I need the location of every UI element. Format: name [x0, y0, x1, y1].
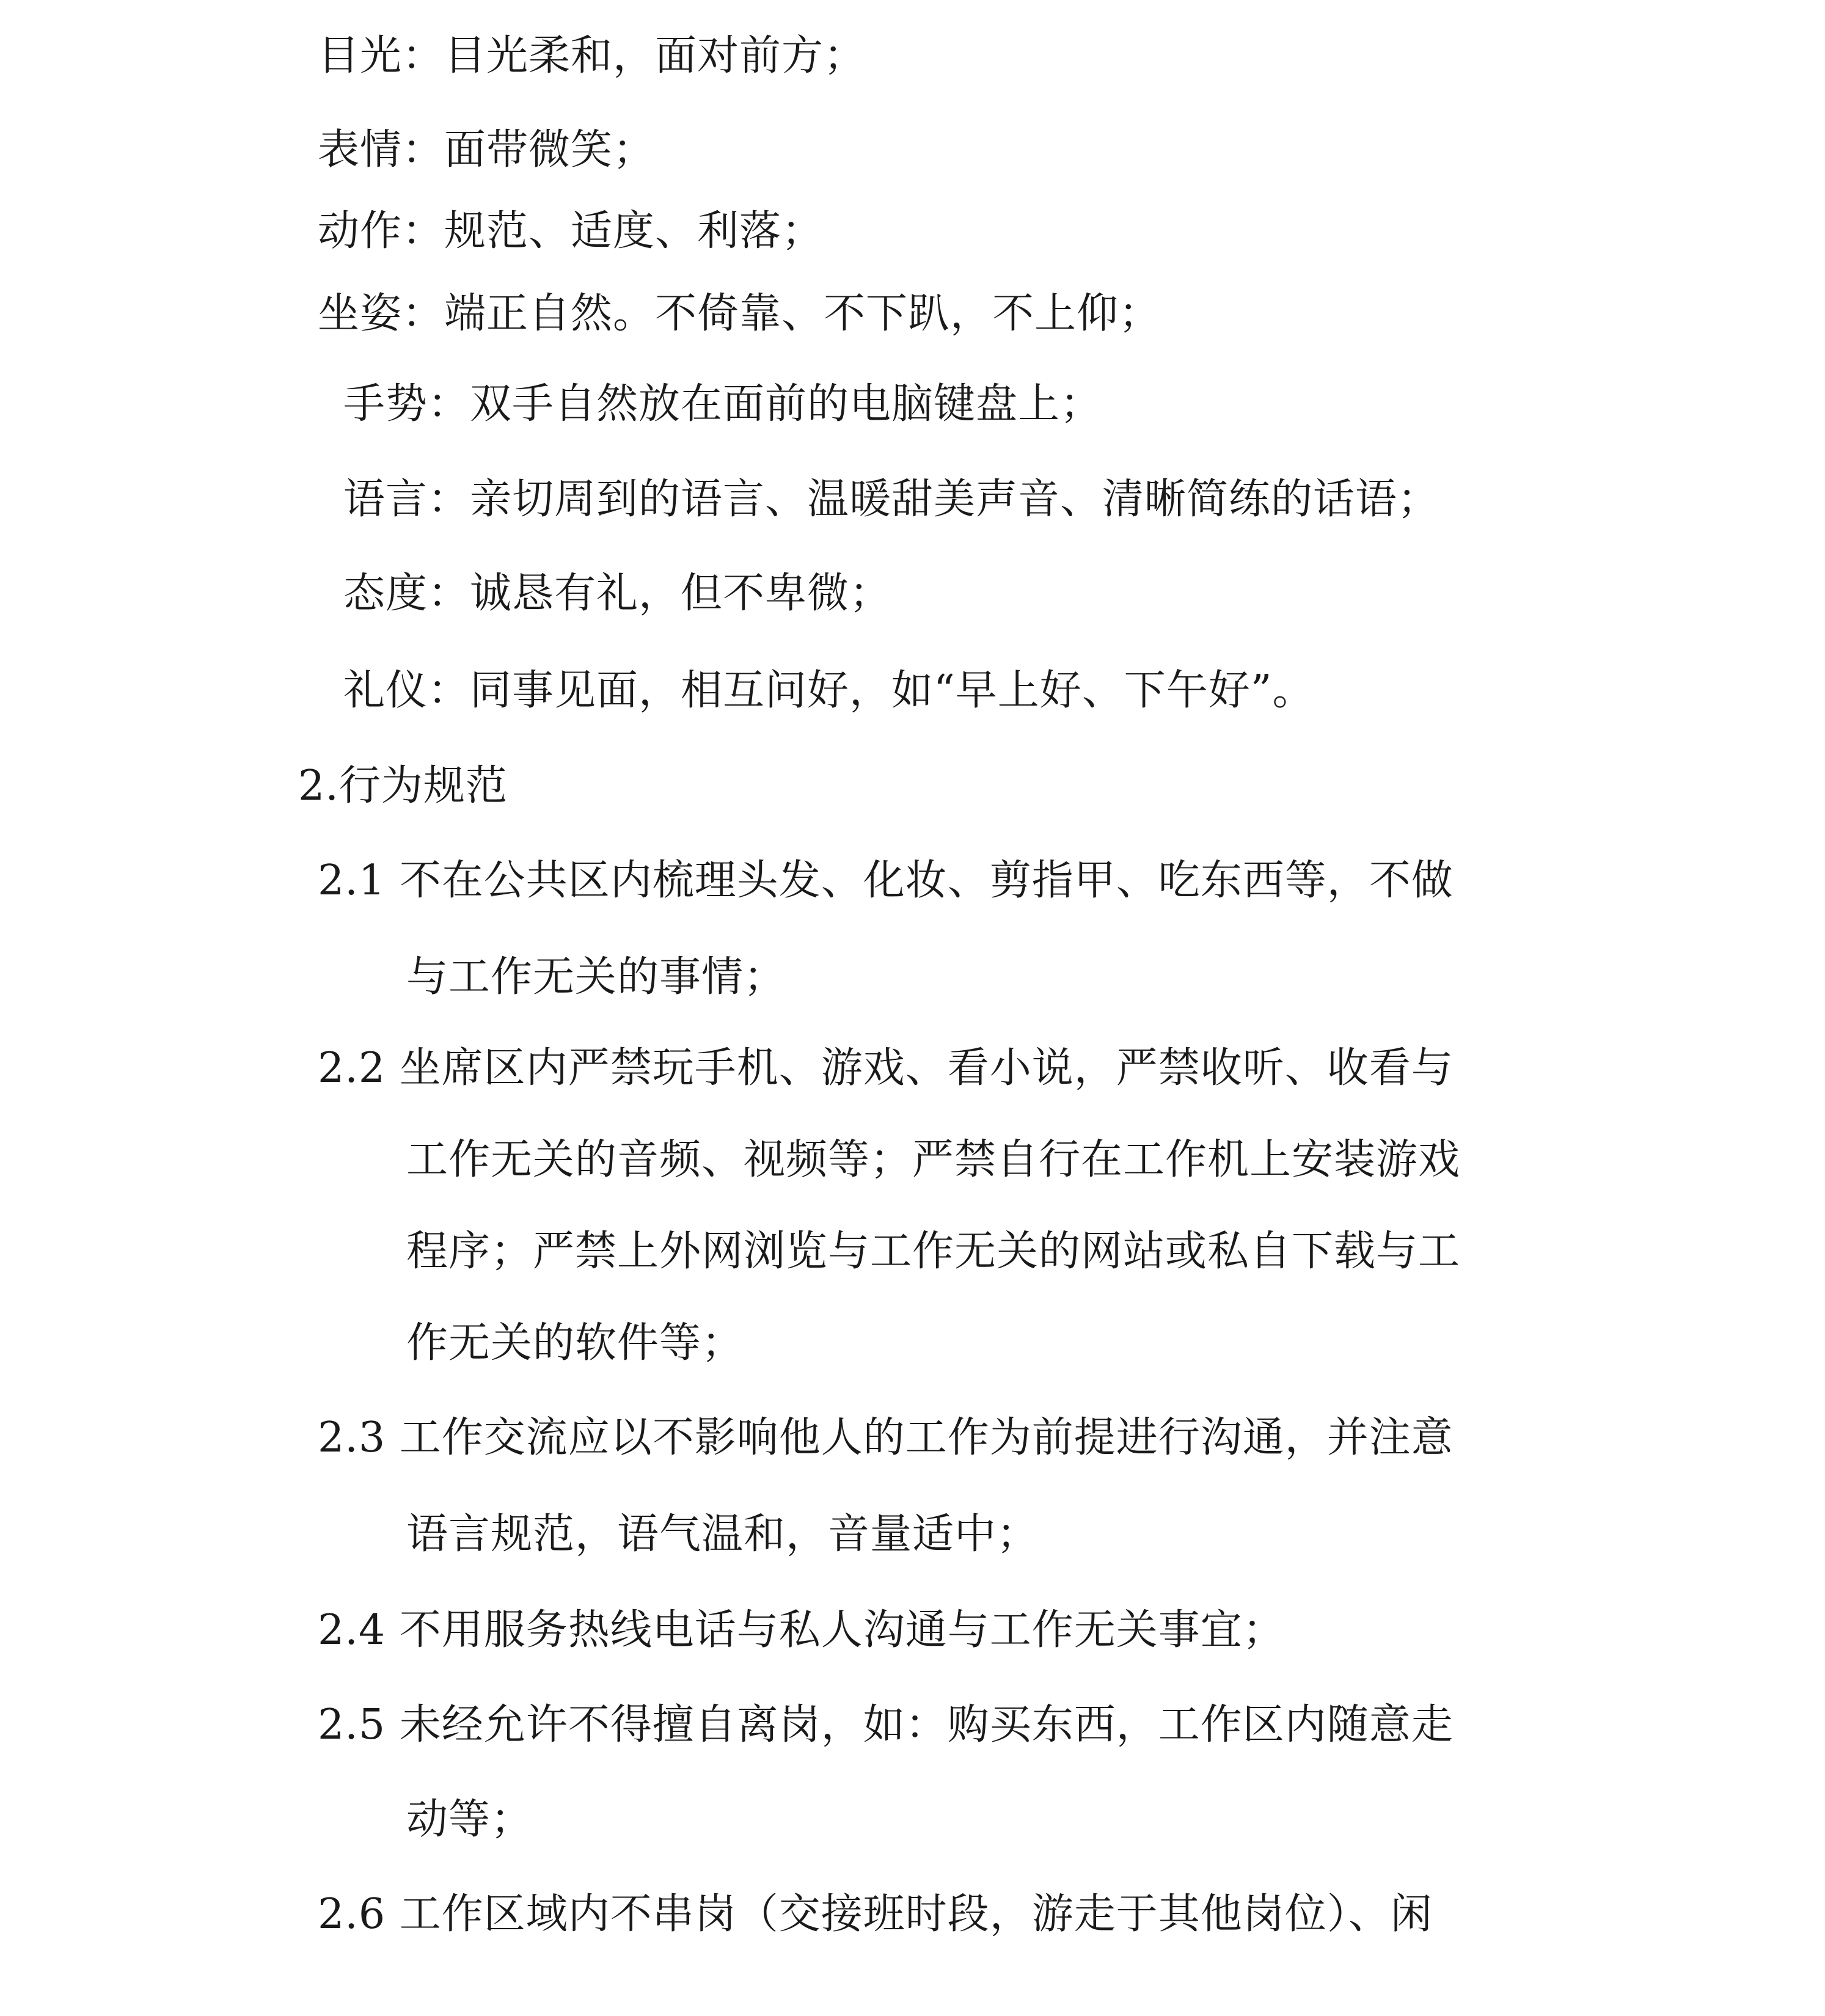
expression-line: 表情：面带微笑； [318, 126, 656, 174]
gesture-line: 手势：双手自然放在面前的电脑键盘上； [343, 380, 1103, 428]
item-2-2-line-2: 工作无关的音频、视频等；严禁自行在工作机上安装游戏 [406, 1136, 1461, 1184]
language-line: 语言：亲切周到的语言、温暖甜美声音、清晰简练的话语； [343, 475, 1440, 524]
item-2-5-line-1: 2.5 未经允许不得擅自离岗，如：购买东西，工作区内随意走 [318, 1701, 1454, 1749]
sitting-line: 坐姿：端正自然。不倚靠、不下趴，不上仰； [318, 290, 1161, 338]
item-2-1-line-2: 与工作无关的事情； [406, 953, 786, 1001]
item-2-2-line-4: 作无关的软件等； [406, 1319, 744, 1367]
item-2-3-line-1: 2.3 工作交流应以不影响他人的工作为前提进行沟通，并注意 [318, 1414, 1454, 1462]
item-2-5-line-2: 动等； [406, 1795, 533, 1844]
item-2-3-line-2: 语言规范，语气温和，音量适中； [406, 1510, 1039, 1558]
attitude-line: 态度：诚恳有礼，但不卑微； [343, 569, 892, 618]
item-2-6-line-1: 2.6 工作区域内不串岗（交接班时段，游走于其他岗位）、闲 [318, 1890, 1433, 1938]
item-2-2-line-3: 程序；严禁上外网浏览与工作无关的网站或私自下载与工 [406, 1227, 1461, 1276]
courtesy-line: 礼仪：同事见面，相互问好，如“早上好、下午好”。 [343, 667, 1315, 715]
item-2-1-line-1: 2.1 不在公共区内梳理头发、化妆、剪指甲、吃东西等，不做 [318, 856, 1454, 905]
action-line: 动作：规范、适度、利落； [318, 207, 824, 255]
item-2-4-line-1: 2.4 不用服务热线电话与私人沟通与工作无关事宜； [318, 1606, 1285, 1654]
section-heading: 2.行为规范 [298, 762, 508, 810]
gaze-line: 目光：目光柔和，面对前方； [318, 32, 866, 80]
item-2-2-line-1: 2.2 坐席区内严禁玩手机、游戏、看小说，严禁收听、收看与 [318, 1044, 1454, 1092]
